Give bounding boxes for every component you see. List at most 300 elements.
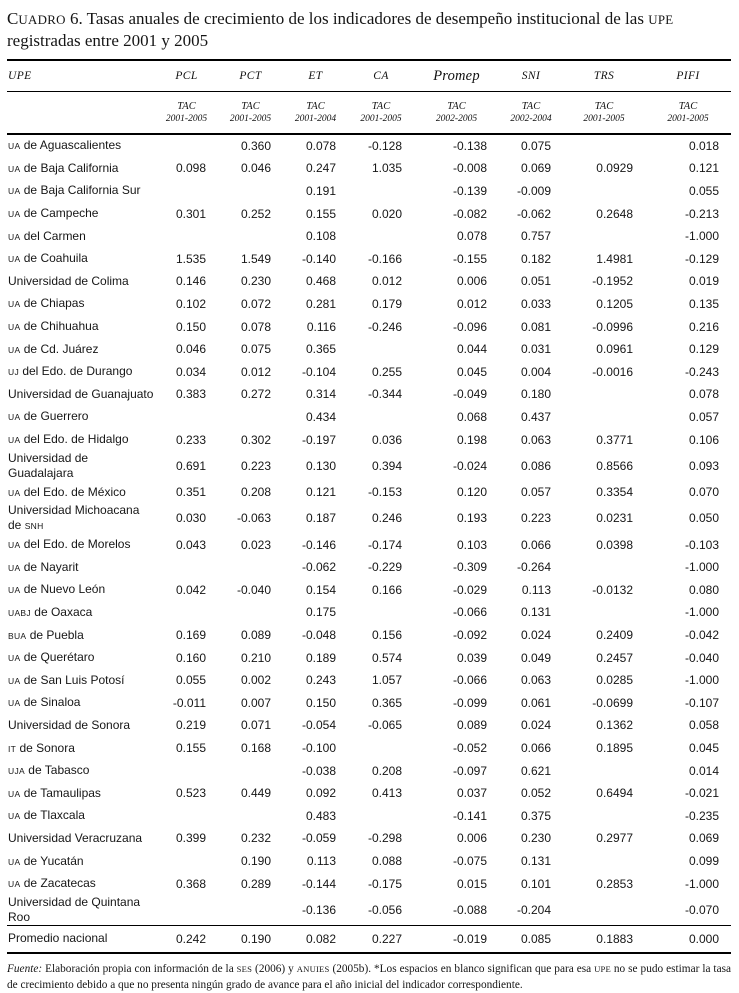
text-segment: Universidad de Quintana Roo [8, 894, 141, 924]
value-cell: -0.066 [452, 673, 487, 688]
value-cell: 0.168 [240, 741, 271, 756]
value-cell: 0.044 [456, 342, 487, 357]
value-cell: -0.042 [684, 628, 719, 643]
acronym-text: UJA [8, 766, 25, 777]
value-cell: 0.007 [240, 695, 271, 710]
value-cell: 0.050 [688, 511, 719, 526]
text-segment: Universidad de Guanajuato [8, 386, 154, 401]
table-row [7, 737, 731, 760]
subheader-years-pcl: 2001-2005 [155, 113, 218, 134]
value-cell: 0.093 [688, 458, 719, 473]
upe-name [7, 406, 155, 429]
value-cell: 0.131 [520, 854, 551, 869]
table-row [7, 646, 731, 669]
value-cell: 0.043 [175, 537, 206, 552]
value-cell [218, 805, 283, 828]
value-cell: 0.3771 [596, 432, 633, 447]
value-cell [155, 601, 218, 624]
value-cell: 0.120 [456, 485, 487, 500]
value-cell: 0.030 [175, 511, 206, 526]
value-cell: -0.040 [684, 650, 719, 665]
value-cell: -0.062 [516, 206, 551, 221]
value-cell: -0.021 [684, 786, 719, 801]
value-cell: 0.0961 [596, 342, 633, 357]
value-cell [155, 556, 218, 579]
value-cell: -0.088 [452, 902, 487, 917]
upe-name [7, 646, 155, 669]
value-cell: 0.6494 [596, 786, 633, 801]
value-cell: 1.535 [175, 251, 206, 266]
value-cell: 0.116 [306, 319, 336, 334]
value-cell: 0.2853 [596, 876, 633, 891]
value-cell [155, 134, 218, 158]
value-cell: 0.037 [456, 786, 487, 801]
value-cell: -0.062 [301, 560, 336, 575]
acronym-text: ANUIES [296, 963, 330, 974]
value-cell: -0.096 [452, 319, 487, 334]
value-cell: 0.189 [305, 650, 336, 665]
value-cell: 0.175 [305, 605, 336, 620]
value-cell: -0.103 [684, 537, 719, 552]
value-cell: -0.100 [301, 741, 336, 756]
value-cell: 0.078 [240, 319, 271, 334]
value-cell [155, 850, 218, 873]
value-cell: 0.1205 [596, 296, 633, 311]
text-segment: de Cd. Juárez [20, 341, 99, 356]
value-cell: 0.018 [688, 138, 719, 153]
subheader-tac-et: TAC [306, 100, 325, 112]
value-cell: -0.138 [452, 138, 487, 153]
table-row [7, 383, 731, 406]
table-row [7, 805, 731, 828]
column-header-et: ET [283, 60, 348, 92]
value-cell: 0.098 [175, 161, 206, 176]
value-cell: 0.230 [520, 831, 551, 846]
table-row [7, 669, 731, 692]
value-cell: 0.190 [240, 854, 271, 869]
value-cell [218, 225, 283, 248]
value-cell [348, 338, 414, 361]
value-cell: 0.242 [155, 925, 218, 953]
text-segment: C [7, 9, 19, 28]
value-cell: 0.069 [520, 161, 551, 176]
value-cell: 0.063 [520, 432, 551, 447]
value-cell: 0.130 [305, 458, 336, 473]
value-cell: 0.169 [175, 628, 206, 643]
value-cell [348, 805, 414, 828]
value-cell: 0.039 [456, 650, 487, 665]
text-segment: de San Luis Potosí [20, 672, 125, 687]
text-segment: (2005b). *Los espacios en blanco significan que para esa [329, 962, 595, 975]
value-cell: -1.000 [684, 876, 719, 891]
value-cell: 0.082 [283, 925, 348, 953]
value-cell: 0.121 [688, 161, 719, 176]
value-cell: 0.394 [371, 458, 402, 473]
text-segment: Universidad de Colima [8, 273, 129, 288]
subheader-tac-pifi: TAC [678, 100, 698, 112]
value-cell [218, 601, 283, 624]
value-cell: -0.174 [367, 537, 402, 552]
header-spacer [7, 91, 155, 113]
value-cell: 0.232 [240, 831, 271, 846]
upe-name [7, 827, 155, 850]
upe-name [7, 872, 155, 895]
value-cell: 0.051 [520, 274, 551, 289]
value-cell: 1.035 [371, 161, 402, 176]
value-cell: 0.413 [371, 786, 402, 801]
upe-name [7, 759, 155, 782]
value-cell [218, 180, 283, 203]
text-segment: de Baja California Sur [20, 183, 141, 198]
value-cell: 0.102 [175, 296, 206, 311]
value-cell: 0.210 [240, 650, 271, 665]
value-cell: 0.019 [688, 274, 719, 289]
table-row [7, 451, 731, 481]
upe-name [7, 533, 155, 556]
value-cell [563, 601, 645, 624]
upe-name [7, 270, 155, 293]
value-cell: -0.139 [452, 183, 487, 198]
value-cell: -0.040 [236, 582, 271, 597]
header-abbr-row [7, 60, 731, 92]
value-cell: 0.2409 [596, 628, 633, 643]
value-cell: 0.006 [456, 274, 487, 289]
upe-name [7, 383, 155, 406]
value-cell: 0.3354 [596, 485, 633, 500]
subheader-years-et: 2001-2004 [283, 113, 348, 134]
value-cell: 0.092 [305, 786, 336, 801]
value-cell: 0.0929 [596, 161, 633, 176]
acronym-text: UA [8, 231, 21, 242]
text-segment: de Chihuahua [20, 319, 99, 334]
subheader-years-ca: 2001-2005 [348, 113, 414, 134]
value-cell: -0.235 [684, 808, 719, 823]
text-segment: Universidad de Sonora [8, 717, 131, 732]
upe-name [7, 428, 155, 451]
text-segment: del Edo. de Durango [19, 364, 133, 379]
text-segment: de Coahuila [20, 251, 88, 266]
subheader-years-pifi: 2001-2005 [645, 113, 731, 134]
value-cell: -0.0016 [592, 364, 633, 379]
value-cell: 0.046 [175, 342, 206, 357]
text-segment: del Edo. de Morelos [20, 537, 131, 552]
table-row [7, 759, 731, 782]
value-cell [218, 759, 283, 782]
value-cell [563, 759, 645, 782]
upe-name [7, 805, 155, 828]
text-segment: Universidad Veracruzana [8, 830, 143, 845]
value-cell: 0.252 [240, 206, 271, 221]
value-cell: 0.078 [305, 138, 336, 153]
table-row [7, 827, 731, 850]
subheader-tac-sni: TAC [521, 100, 541, 112]
value-cell [348, 406, 414, 429]
acronym-text: UA [8, 540, 21, 551]
text-segment: de Oaxaca [30, 604, 93, 619]
value-cell: 0.243 [305, 673, 336, 688]
value-cell [155, 759, 218, 782]
value-cell: -0.092 [452, 628, 487, 643]
text-segment: Universidad Michoacana [8, 503, 140, 518]
value-cell: -0.049 [452, 387, 487, 402]
value-cell: 0.086 [520, 458, 551, 473]
value-cell: 0.449 [240, 786, 271, 801]
subheader-tac-pct: TAC [241, 100, 260, 112]
upe-name [7, 925, 155, 953]
text-segment: de Nayarit [20, 559, 79, 574]
acronym-text: BUA [8, 630, 27, 641]
table-row [7, 360, 731, 383]
upe-name [7, 579, 155, 602]
acronym-text: SNH [24, 521, 44, 532]
value-cell: 0.272 [240, 387, 271, 402]
value-cell: -0.146 [301, 537, 336, 552]
value-cell: -0.056 [367, 902, 402, 917]
text-segment: Fuente: [7, 962, 43, 975]
value-cell: 0.002 [240, 673, 271, 688]
text-segment: del Carmen [20, 228, 86, 243]
acronym-text: UA [8, 163, 21, 174]
value-cell: -0.104 [301, 364, 336, 379]
value-cell [218, 895, 283, 926]
upe-name [7, 202, 155, 225]
acronym-text: IT [8, 743, 17, 754]
value-cell: 1.057 [371, 673, 402, 688]
value-cell: 0.0231 [596, 511, 633, 526]
value-cell: 0.155 [305, 206, 336, 221]
value-cell: 0.8566 [596, 458, 633, 473]
value-cell: 0.057 [688, 409, 719, 424]
value-cell: 0.691 [175, 458, 206, 473]
value-cell: 0.190 [218, 925, 283, 953]
value-cell: -0.019 [414, 925, 499, 953]
text-segment: de Yucatán [20, 853, 84, 868]
value-cell: -0.066 [452, 605, 487, 620]
upe-name [7, 624, 155, 647]
subheader-years-pct: 2001-2005 [218, 113, 283, 134]
value-cell: 0.375 [520, 808, 551, 823]
value-cell: 0.103 [456, 537, 487, 552]
value-cell: 0.078 [688, 387, 719, 402]
table-row [7, 579, 731, 602]
value-cell: 0.036 [371, 432, 402, 447]
upe-name [7, 180, 155, 203]
value-cell: 0.0285 [596, 673, 633, 688]
value-cell: 0.081 [520, 319, 551, 334]
table-row [7, 293, 731, 316]
value-cell: 0.219 [175, 718, 206, 733]
value-cell: 0.351 [175, 485, 206, 500]
upe-name [7, 157, 155, 180]
column-header-trs: TRS [563, 60, 645, 92]
value-cell: 0.155 [175, 741, 206, 756]
value-cell: -0.309 [452, 560, 487, 575]
upe-name [7, 225, 155, 248]
value-cell: -0.246 [367, 319, 402, 334]
value-cell: 0.434 [305, 409, 336, 424]
value-cell: 0.289 [240, 876, 271, 891]
acronym-text: UA [8, 412, 21, 423]
value-cell: 0.360 [240, 138, 271, 153]
value-cell [348, 601, 414, 624]
value-cell: 0.302 [240, 432, 271, 447]
value-cell: -0.0699 [592, 695, 633, 710]
value-cell [563, 406, 645, 429]
value-cell: -0.298 [367, 831, 402, 846]
value-cell: 0.004 [520, 364, 551, 379]
value-cell: -0.141 [452, 808, 487, 823]
upe-name [7, 293, 155, 316]
value-cell: 0.057 [520, 485, 551, 500]
value-cell: 0.023 [240, 537, 271, 552]
value-cell: -0.097 [452, 763, 487, 778]
text-segment: de Sonora [16, 740, 75, 755]
value-cell: 0.045 [688, 741, 719, 756]
text-segment: de Guerrero [20, 409, 89, 424]
upe-name [7, 315, 155, 338]
value-cell: 0.150 [305, 695, 336, 710]
subheader-years-sni: 2002-2004 [499, 113, 563, 134]
acronym-text: UA [8, 811, 21, 822]
value-cell: 0.034 [175, 364, 206, 379]
value-cell: 0.523 [175, 786, 206, 801]
upe-name [7, 451, 155, 481]
text-segment: del Edo. de Hidalgo [20, 432, 129, 447]
value-cell: 0.113 [521, 582, 551, 597]
value-cell: 0.368 [175, 876, 206, 891]
acronym-text: UABJ [8, 607, 31, 618]
acronym-text: SES [236, 963, 253, 974]
value-cell: 0.015 [456, 876, 487, 891]
column-header-sni: SNI [499, 60, 563, 92]
table-title [7, 8, 731, 52]
header-tac-row [7, 91, 731, 113]
text-segment: 6. Tasas anuales de crecimiento de los indicadores de desempeño institucional de las [65, 9, 649, 28]
value-cell: 0.2648 [596, 206, 633, 221]
value-cell: 0.191 [305, 183, 336, 198]
value-cell: 0.085 [499, 925, 563, 953]
value-cell [155, 895, 218, 926]
value-cell: -0.029 [452, 582, 487, 597]
header-spacer [7, 113, 155, 134]
value-cell: -0.264 [516, 560, 551, 575]
value-cell: 0.121 [305, 485, 336, 500]
value-cell: -0.197 [301, 432, 336, 447]
table-row [7, 895, 731, 926]
value-cell: 0.129 [688, 342, 719, 357]
subheader-tac-pcl: TAC [177, 100, 196, 112]
value-cell: -0.008 [452, 161, 487, 176]
upe-name [7, 134, 155, 158]
value-cell [563, 850, 645, 873]
text-segment: de Nuevo León [20, 582, 106, 597]
value-cell: -0.011 [172, 695, 206, 710]
value-cell: -0.204 [516, 902, 551, 917]
table-row [7, 315, 731, 338]
table-row [7, 556, 731, 579]
acronym-text: UJ [8, 367, 19, 378]
subheader-tac-promep: TAC [447, 100, 466, 112]
value-cell: 0.223 [520, 511, 551, 526]
value-cell [563, 134, 645, 158]
value-cell: -0.229 [367, 560, 402, 575]
value-cell: 0.031 [520, 342, 551, 357]
value-cell: -1.000 [684, 605, 719, 620]
acronym-text: UA [8, 698, 21, 709]
value-cell [563, 895, 645, 926]
value-cell: 0.230 [240, 274, 271, 289]
value-cell: 0.314 [305, 387, 336, 402]
acronym-text: UA [8, 585, 21, 596]
value-cell: -0.129 [684, 251, 719, 266]
value-cell: 0.365 [371, 695, 402, 710]
value-cell: -0.107 [684, 695, 719, 710]
subheader-tac-trs: TAC [594, 100, 614, 112]
value-cell: -0.059 [301, 831, 336, 846]
value-cell: 0.066 [520, 741, 551, 756]
value-cell: -0.213 [684, 206, 719, 221]
upe-name [7, 247, 155, 270]
text-segment: Promedio nacional [8, 931, 108, 946]
value-cell: 0.621 [520, 763, 551, 778]
value-cell: -0.054 [301, 718, 336, 733]
total-row [7, 925, 731, 953]
text-segment: registradas entre 2001 y 2005 [7, 30, 209, 50]
value-cell: 0.180 [520, 387, 551, 402]
value-cell: 0.399 [175, 831, 206, 846]
value-cell: 0.154 [305, 582, 336, 597]
value-cell: 0.020 [371, 206, 402, 221]
column-header-ca: CA [348, 60, 414, 92]
upe-name [7, 601, 155, 624]
value-cell: 0.069 [688, 831, 719, 846]
text-segment: de Tlaxcala [20, 808, 85, 823]
table-row [7, 338, 731, 361]
value-cell: -0.070 [684, 902, 719, 917]
value-cell: 0.187 [305, 511, 336, 526]
value-cell: 0.227 [348, 925, 414, 953]
value-cell: 0.066 [520, 537, 551, 552]
value-cell: 0.024 [520, 628, 551, 643]
value-cell [563, 556, 645, 579]
table-row [7, 134, 731, 158]
subheader-tac-ca: TAC [371, 100, 391, 112]
text-segment: de Chiapas [20, 296, 85, 311]
value-cell: 0.000 [645, 925, 731, 953]
value-cell: -0.175 [367, 876, 402, 891]
upe-name [7, 850, 155, 873]
value-cell: 0.014 [688, 763, 719, 778]
table-row [7, 202, 731, 225]
value-cell: 0.052 [520, 786, 551, 801]
value-cell: 0.182 [520, 251, 551, 266]
upe-name [7, 360, 155, 383]
value-cell: 0.046 [240, 161, 271, 176]
text-segment: de Tabasco [24, 763, 90, 778]
table-row [7, 406, 731, 429]
column-header-promep: Promep [414, 60, 499, 92]
acronym-text: UA [8, 141, 21, 152]
value-cell: 0.2457 [596, 650, 633, 665]
value-cell: 0.012 [456, 296, 487, 311]
subheader-years-promep: 2002-2005 [414, 113, 499, 134]
acronym-text: UA [8, 344, 21, 355]
value-cell: 0.246 [371, 511, 402, 526]
value-cell: 0.106 [688, 432, 719, 447]
value-cell: -0.155 [452, 251, 487, 266]
text-segment: Elaboración propia con información de la [42, 962, 237, 975]
value-cell: 0.468 [305, 274, 336, 289]
